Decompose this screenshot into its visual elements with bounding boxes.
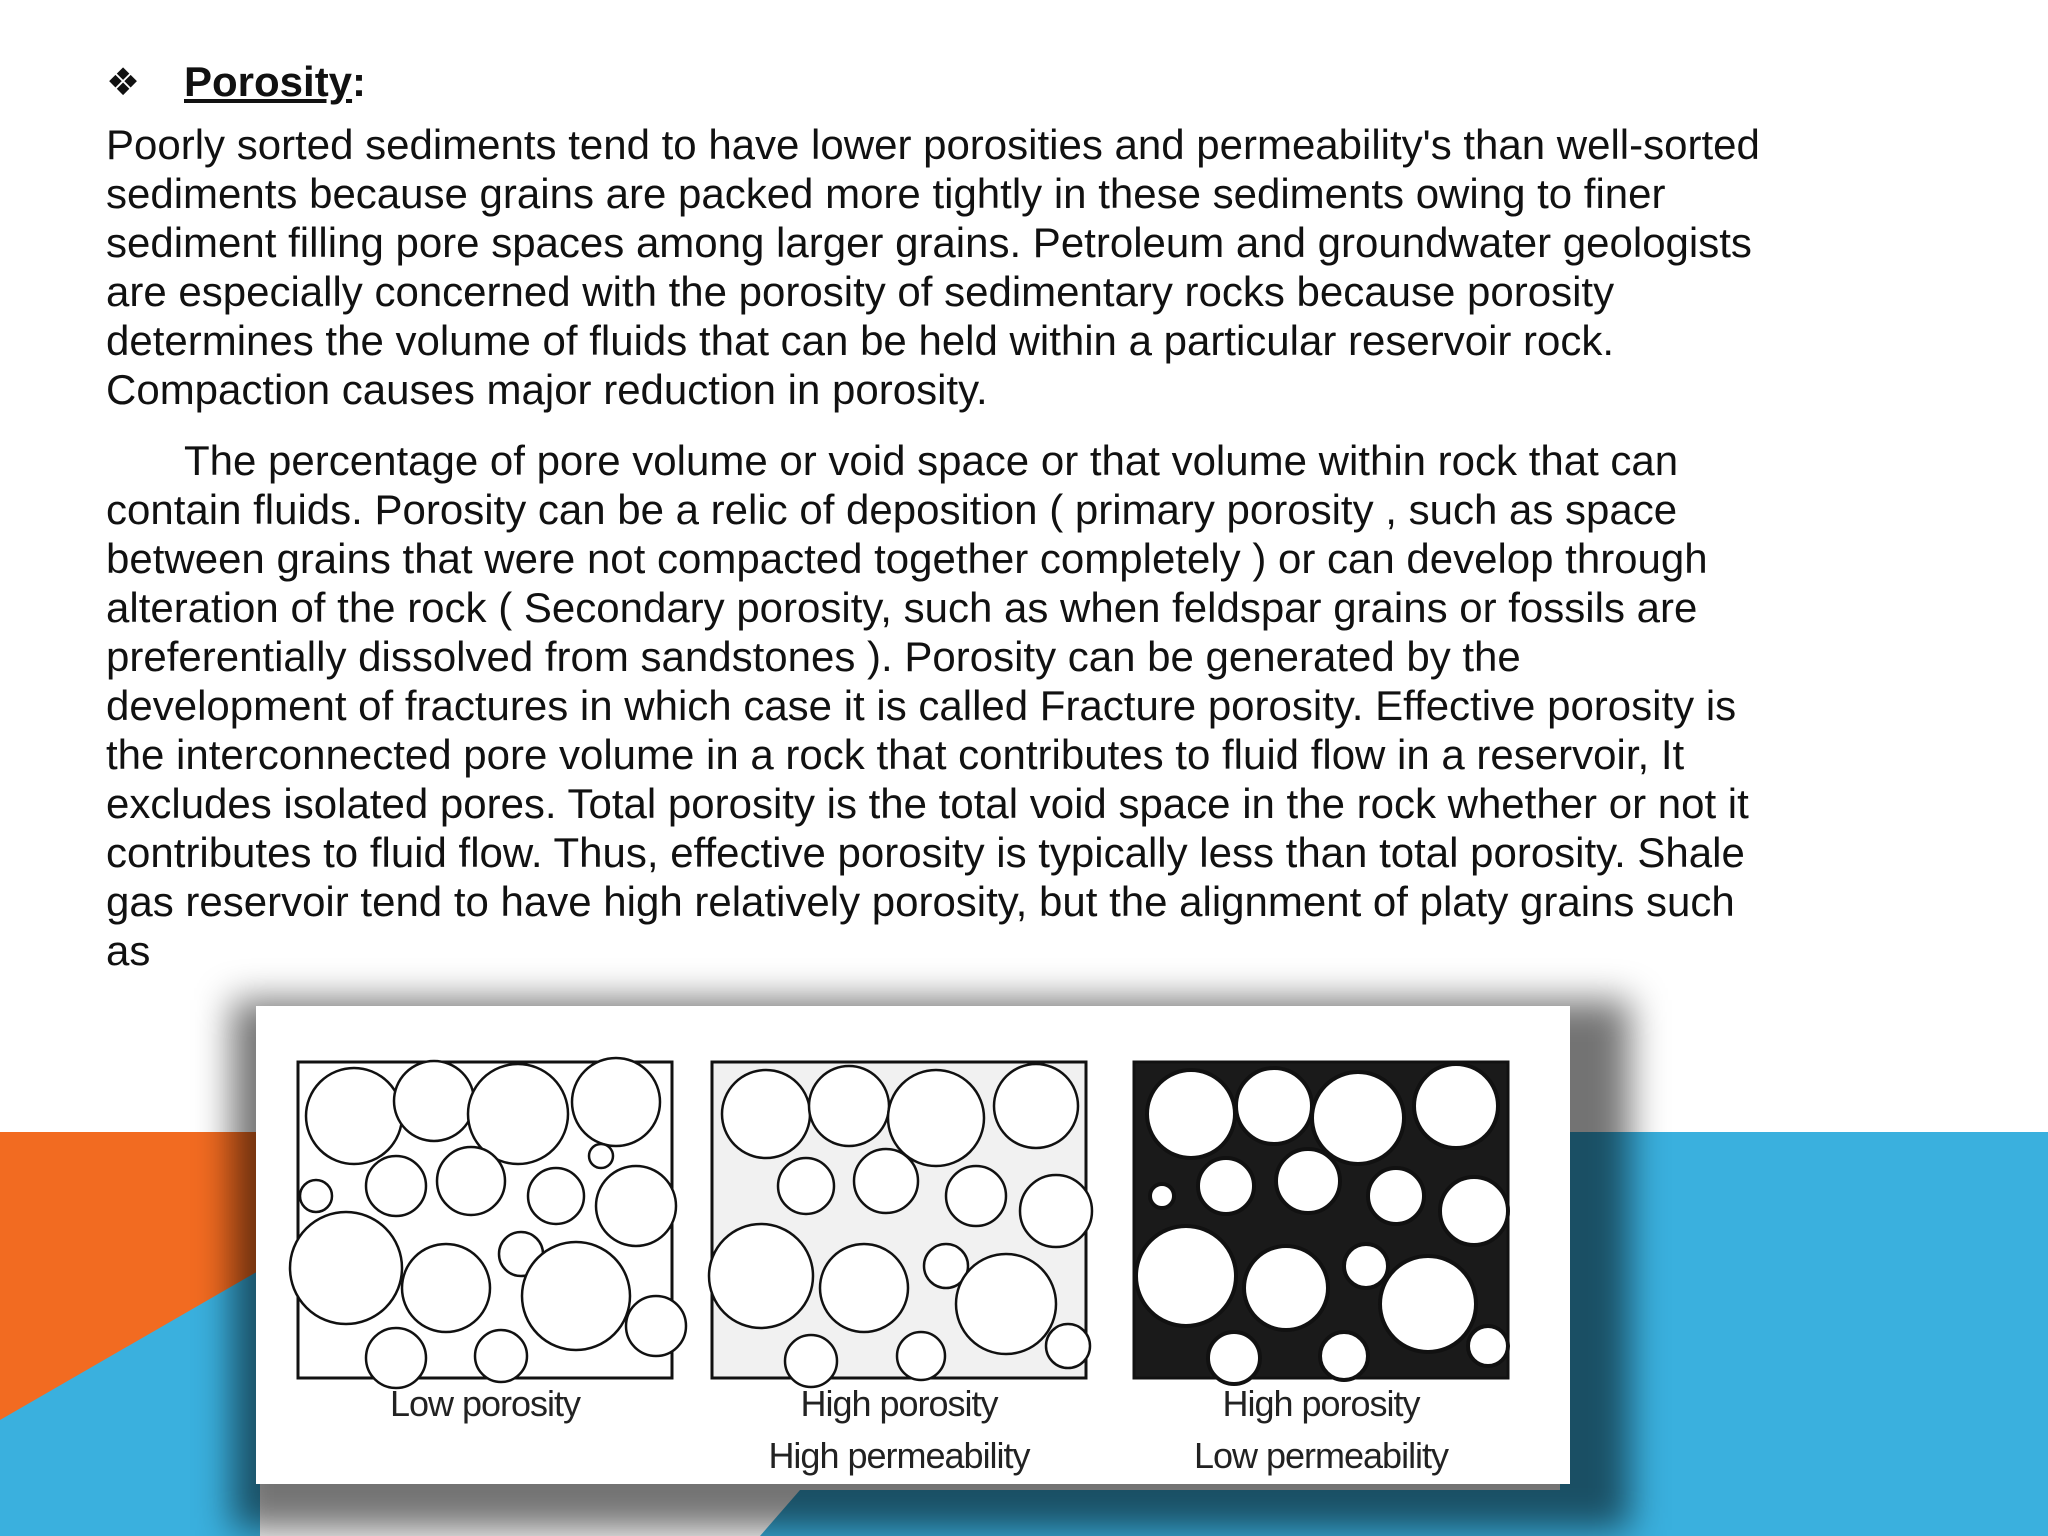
panel-high-porosity-high-permeability [709, 1062, 1092, 1387]
caption-panel-3 [1134, 1378, 1508, 1482]
caption-line-2: High permeability [768, 1435, 1030, 1476]
paragraph-sorting: Poorly sorted sediments tend to have lower porosities and permeability's than well-sorted sediments because grains are packed more tightly in these sediments owing to finer sediment filling pore spaces among larger grains. Petroleum and groundwater geologists are especially concerned with the porosity of sedimentary rocks because porosity determines the volume of fluids that can be held within a particular reservoir rock. Compaction causes major reduction in porosity. [106, 121, 1760, 413]
caption-panel-2 [712, 1378, 1086, 1482]
caption-line-2: Low permeability [1193, 1435, 1449, 1476]
caption-line-1: High porosity [1222, 1383, 1420, 1424]
panel-low-porosity [290, 1058, 686, 1388]
porosity-figure [256, 1006, 1570, 1484]
slide-heading [106, 58, 1806, 106]
diamond-bullet-icon: ❖ [106, 61, 141, 104]
caption-line-1: High porosity [800, 1383, 998, 1424]
heading-colon: : [352, 58, 367, 105]
slide-content [106, 58, 1806, 975]
caption-line-1: Low porosity [389, 1383, 581, 1424]
caption-panel-1 [298, 1378, 672, 1430]
heading-title: Porosity [184, 58, 353, 105]
panel-high-porosity-low-permeability [1134, 1062, 1508, 1384]
paragraph-porosity-definition: The percentage of pore volume or void space or that volume within rock that can contain fluids. Porosity can be a relic of deposition ( primary porosity , such as space between grains that were not compacted together completely ) or can develop through alteration of the rock ( Secondary porosity, such as when feldspar grains or fossils are preferentially dissolved from sandstones ). Porosity can be generated by the development of fractures in which case it is called Fracture porosity. Effective porosity is the interconnected pore volume in a rock that contributes to fluid flow in a reservoir, It excludes isolated pores. Total porosity is the total void space in the rock whether or not it contributes to fluid flow. Thus, effective porosity is typically less than total porosity. Shale gas reservoir tend to have high relatively porosity, but the alignment of platy grains such as [106, 437, 1761, 974]
